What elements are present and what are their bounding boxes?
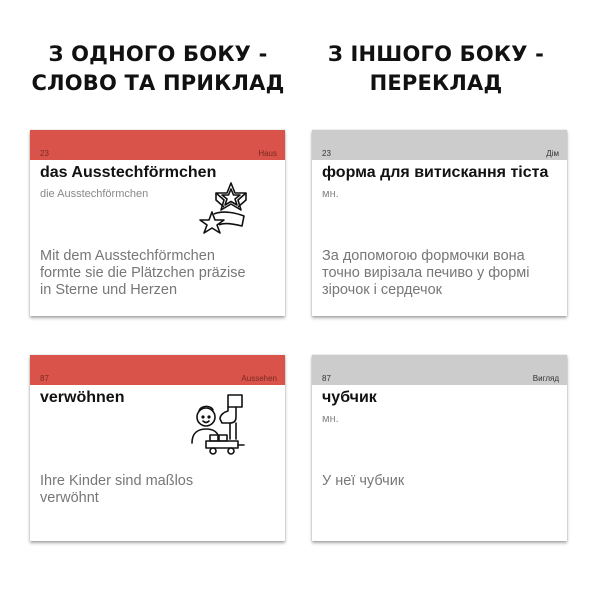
card-word: чубчик [322,389,377,406]
example-line: in Sterne und Herzen [40,282,178,298]
card-example [40,248,280,299]
heading-front-side [28,40,288,98]
card-header [312,130,567,160]
card-category: Haus [258,149,277,158]
card-category: Aussehen [241,374,277,383]
heading-front-line1: З ОДНОГО БОКУ - [48,42,268,66]
flashcard-back-23[interactable] [312,130,567,316]
example-line: formte sie die Plätzchen präzise [40,265,246,281]
card-example [40,473,280,507]
flashcard-back-87[interactable] [312,355,567,541]
card-number: 23 [40,149,49,158]
card-category: Дім [546,149,559,158]
flashcard-front-87[interactable] [30,355,285,541]
stars-icon [198,180,258,238]
example-line: За допомогою формочки вона [322,248,525,264]
example-line: verwöhnt [40,490,99,506]
card-word: das Ausstechförmchen [40,164,217,181]
card-category: Вигляд [532,374,559,383]
flashcard-front-23[interactable] [30,130,285,316]
card-header [312,355,567,385]
card-number: 87 [322,374,331,383]
card-plural: мн. [322,188,339,200]
heading-back-line1: З ІНШОГО БОКУ - [327,42,545,66]
card-example [322,248,562,299]
card-example [322,473,562,490]
card-plural: мн. [322,413,339,425]
card-number: 23 [322,149,331,158]
heading-front-line2: СЛОВО ТА ПРИКЛАД [31,71,285,95]
heading-back-line2: ПЕРЕКЛАД [369,71,503,95]
card-header [30,355,285,385]
card-word: verwöhnen [40,389,125,406]
card-plural: die Ausstechförmchen [40,188,149,200]
card-header [30,130,285,160]
example-line: Ihre Kinder sind maßlos [40,473,194,489]
heading-back-side [306,40,566,98]
example-line: Mit dem Ausstechförmchen [40,248,215,264]
example-line: зірочок і сердечок [322,282,442,298]
example-line: У неї чубчик [322,473,405,489]
example-line: точно вирізала печиво у формі [322,265,530,281]
card-word: форма для витискання тіста [322,164,549,181]
spoiled-child-icon [186,393,252,455]
card-number: 87 [40,374,49,383]
